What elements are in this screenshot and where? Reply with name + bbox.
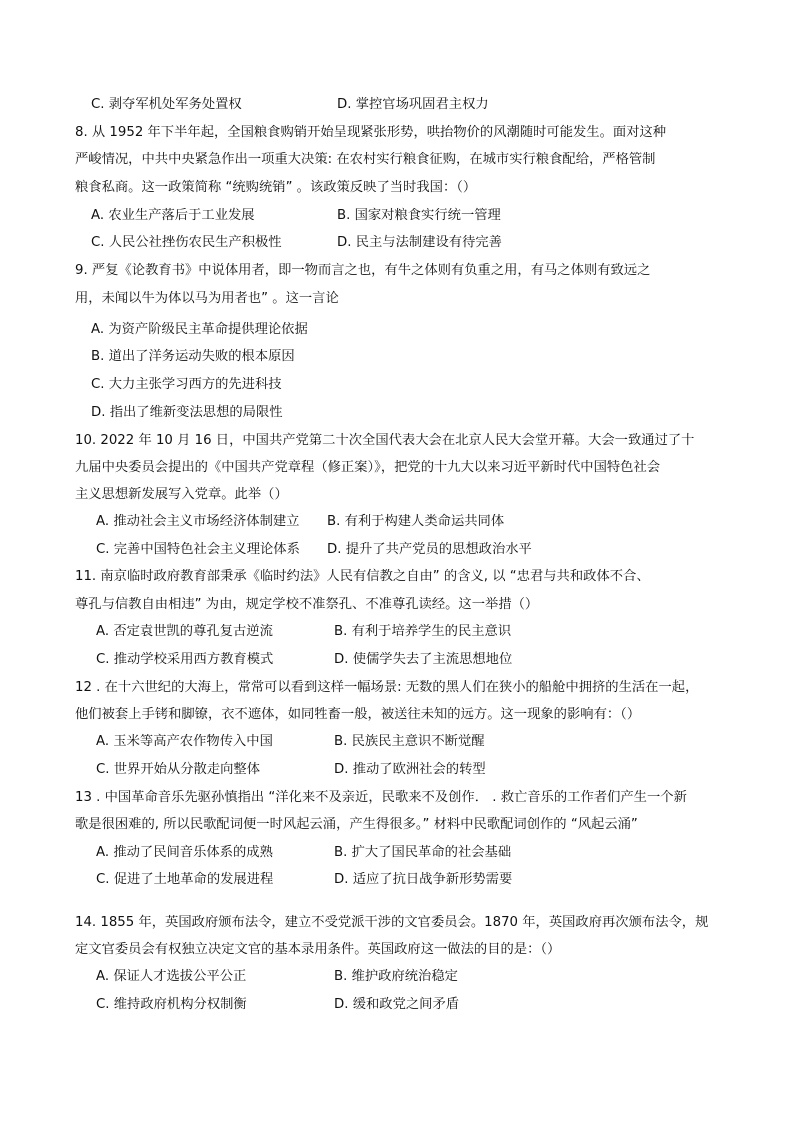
q8-stem-line-1: 8. 从 1952 年下半年起，全国粮食购销开始呈现紧张形势，哄抬物价的风潮随时可能发生。面对这种 [75, 125, 667, 140]
q12-option-b: B. 民族民主意识不断觉醒 [334, 734, 485, 749]
q9-stem-line-1: 9. 严复《论教育书》中说体用者，即一物而言之也，有牛之体则有负重之用，有马之体则有致远之 [75, 263, 651, 278]
q14-stem-line-1: 14. 1855 年，英国政府颁布法令，建立不受党派干涉的文官委员会。1870 年，英国政府再次颁布法令，规 [75, 915, 709, 930]
q14-stem-line-2: 定文官委员会有权独立决定文官的基本录用条件。英国政府这一做法的目的是：（） [75, 942, 561, 957]
q8-option-c: C. 人民公社挫伤农民生产积极性 [91, 235, 282, 250]
q13-option-a: A. 推动了民间音乐体系的成熟 [96, 845, 273, 860]
q10-option-d: D. 提升了共产党员的思想政治水平 [327, 542, 532, 557]
q11-option-a: A. 否定袁世凯的尊孔复古逆流 [96, 624, 273, 639]
q9-option-d: D. 指出了维新变法思想的局限性 [91, 405, 283, 420]
q7-option-d: D. 掌控官场巩固君主权力 [337, 97, 489, 112]
q14-option-a: A. 保证人才选拔公平公正 [96, 969, 247, 984]
q10-option-b: B. 有利于构建人类命运共同体 [327, 514, 505, 529]
q11-stem-line-1: 11. 南京临时政府教育部秉承《临时约法》人民有信教之自由” 的含义, 以 “忠君与共和政体不合、 [75, 569, 650, 584]
q10-option-a: A. 推动社会主义市场经济体制建立 [96, 514, 300, 529]
q12-option-d: D. 推动了欧洲社会的转型 [334, 762, 486, 777]
q9-option-b: B. 道出了洋务运动失败的根本原因 [91, 349, 295, 364]
q14-option-b: B. 维护政府统治稳定 [334, 969, 458, 984]
q12-stem-line-2: 他们被套上手铐和脚镣，衣不遮体，如同牲畜一般，被送往未知的远方。这一现象的影响有：（） [75, 707, 641, 722]
q13-option-c: C. 促进了土地革命的发展进程 [96, 872, 274, 887]
q11-stem-line-2: 尊孔与信教自由相违” 为由，规定学校不准祭孔、不准尊孔读经。这一举措（） [75, 597, 539, 612]
q8-option-d: D. 民主与法制建设有待完善 [337, 235, 502, 250]
q10-option-c: C. 完善中国特色社会主义理论体系 [96, 542, 300, 557]
q12-option-a: A. 玉米等高产农作物传入中国 [96, 734, 273, 749]
q13-stem-line-1: 13 . 中国革命音乐先驱孙慎指出 “洋化来不及亲近，民歌来不及创作． . 救亡音乐的工作者们产生一个新 [75, 790, 687, 805]
q12-option-c: C. 世界开始从分散走向整体 [96, 762, 261, 777]
q8-stem-line-2: 严峻情况，中共中央紧急作出一项重大决策: 在农村实行粮食征购，在城市实行粮食配给，严格管制 [75, 152, 656, 167]
q9-option-a: A. 为资产阶级民主革命提供理论依据 [91, 322, 308, 337]
q11-option-c: C. 推动学校采用西方教育模式 [96, 652, 274, 667]
q14-option-c: C. 维持政府机构分权制衡 [96, 997, 247, 1012]
q14-option-d: D. 缓和政党之间矛盾 [334, 997, 460, 1012]
q9-option-c: C. 大力主张学习西方的先进科技 [91, 377, 282, 392]
q8-stem-line-3: 粮食私商。这一政策简称 “统购统销” 。该政策反映了当时我国：（） [75, 180, 477, 195]
q11-option-b: B. 有利于培养学生的民主意识 [334, 624, 512, 639]
q7-option-c: C. 剥夺军机处军务处置权 [91, 97, 242, 112]
q13-stem-line-2: 歌是很困难的, 所以民歌配词便一时风起云涌，产生得很多。” 材料中民歌配词创作的 “风起云涌” [75, 817, 638, 832]
q13-option-d: D. 适应了抗日战争新形势需要 [334, 872, 513, 887]
q10-stem-line-2: 九届中央委员会提出的《中国共产党章程（修正案）》，把党的十九大以来习近平新时代中国特色社会 [75, 460, 661, 475]
q9-stem-line-2: 用，未闻以牛为体以马为用者也” 。这一言论 [75, 291, 339, 306]
q12-stem-line-1: 12 . 在十六世纪的大海上，常常可以看到这样一幅场景: 无数的黑人们在狭小的船舱中拥挤的生活在一起， [75, 680, 699, 695]
q10-stem-line-1: 10. 2022 年 10 月 16 日，中国共产党第二十次全国代表大会在北京人民大会堂开幕。大会一致通过了十 [75, 433, 695, 448]
q8-option-b: B. 国家对粮食实行统一管理 [337, 208, 501, 223]
q10-stem-line-3: 主义思想新发展写入党章。此举（） [75, 487, 288, 502]
q8-option-a: A. 农业生产落后于工业发展 [91, 208, 255, 223]
q11-option-d: D. 使儒学失去了主流思想地位 [334, 652, 513, 667]
q13-option-b: B. 扩大了国民革命的社会基础 [334, 845, 512, 860]
